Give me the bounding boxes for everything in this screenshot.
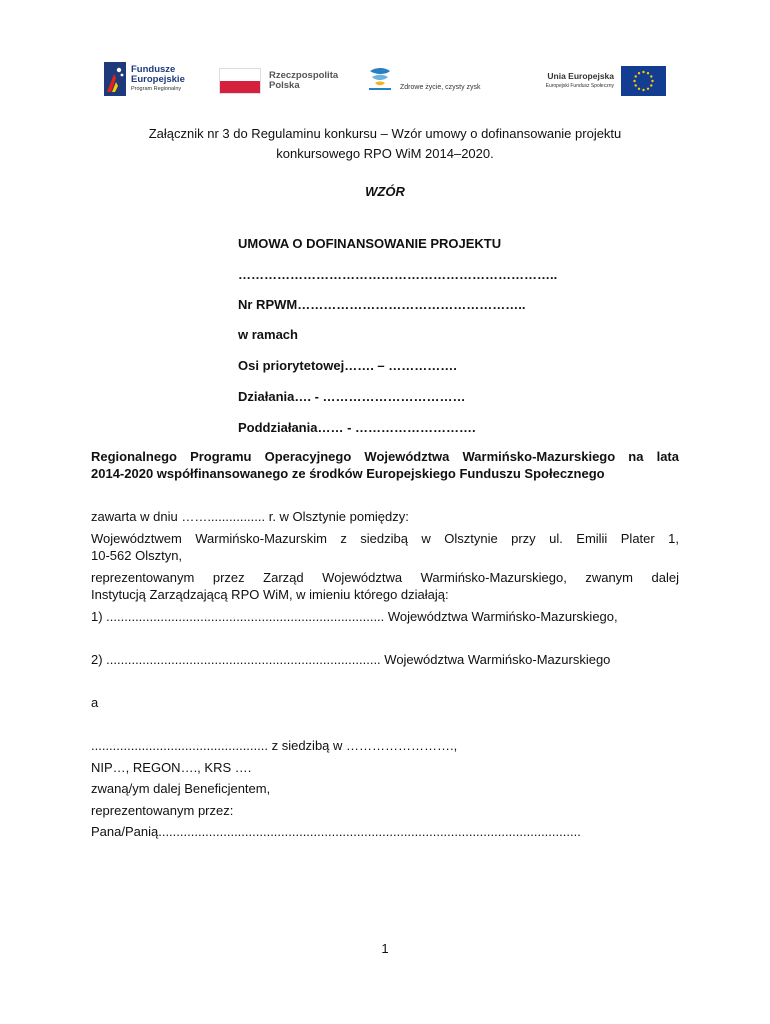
- fe-subtitle: Program Regionalny: [131, 86, 182, 92]
- program-line-1: Regionalnego Programu Operacyjnego Województwa Warmińsko-Mazurskiego na lata: [91, 449, 679, 464]
- eu-flag-icon: [621, 66, 666, 96]
- wzor-label: WZÓR: [365, 184, 405, 199]
- header-line-2: konkursowego RPO WiM 2014–2020.: [276, 146, 494, 161]
- ue-title: Unia Europejska: [547, 71, 614, 81]
- header-line-1: Załącznik nr 3 do Regulaminu konkursu – Wzór umowy o dofinansowanie projektu: [148, 126, 622, 141]
- rzeczpospolita-polska-logo: [219, 60, 349, 100]
- wojewodztwo-line-2: 10-562 Olsztyn,: [91, 548, 183, 563]
- warmia-mazury-emblem-icon: [366, 65, 394, 93]
- zawarta-line: zawarta w dniu ……................ r. w Olsztynie pomiędzy:: [91, 509, 409, 524]
- contract-dzialania: Działania…. - ……………………………: [238, 389, 466, 404]
- contract-dots: ………………………………………………………………..: [238, 267, 558, 282]
- beneficiary-nip: NIP…, REGON…., KRS ….: [91, 760, 252, 775]
- contract-w-ramach: w ramach: [238, 327, 298, 342]
- rp-title: Rzeczpospolita Polska: [269, 70, 339, 91]
- contract-title: UMOWA O DOFINANSOWANIE PROJEKTU: [238, 236, 502, 251]
- fe-title: Fundusze Europejskie: [131, 64, 185, 85]
- beneficiary-pana: Pana/Panią.....................................................................................................................: [91, 824, 581, 839]
- reprezentowanym-line-1: reprezentowanym przez Zarząd Województwa Warmińsko-Mazurskiego, zwanym dalej: [91, 570, 679, 585]
- signatory-item-1: 1) ............................................................................. Województwa Warmińsko-Mazurskiego,: [91, 609, 618, 624]
- fe-star-icon: [104, 62, 126, 96]
- beneficiary-siedziba: ................................................. z siedzibą w …………………….,: [91, 738, 458, 753]
- warmia-mazury-logo: [366, 60, 506, 100]
- contract-number: Nr RPWM……………………………………………..: [238, 297, 526, 312]
- beneficiary-zwana: zwaną/ym dalej Beneficjentem,: [91, 781, 271, 796]
- polish-flag-icon: [219, 68, 261, 94]
- conjunction-a: a: [91, 695, 99, 710]
- signatory-item-2: 2) ............................................................................ Województwa Warmińsko-Mazurskiego: [91, 652, 611, 667]
- page-number: 1: [381, 941, 389, 956]
- fundusze-europejskie-logo: [104, 60, 204, 100]
- unia-europejska-logo: [524, 60, 666, 100]
- contract-poddzialania: Poddziałania…… - ……………………….: [238, 420, 476, 435]
- wm-slogan: Zdrowe życie, czysty zysk: [400, 84, 481, 91]
- beneficiary-reprezentowanym: reprezentowanym przez:: [91, 803, 234, 818]
- ue-subtitle: Europejski Fundusz Społeczny: [545, 83, 614, 89]
- program-line-2: 2014-2020 współfinansowanego ze środków Europejskiego Funduszu Społecznego: [91, 466, 605, 481]
- contract-osi: Osi priorytetowej……. – …………….: [238, 358, 457, 373]
- logo-bar: [0, 60, 770, 100]
- reprezentowanym-line-2: Instytucją Zarządzającą RPO WiM, w imieniu którego działają:: [91, 587, 449, 602]
- wojewodztwo-line-1: Województwem Warmińsko-Mazurskim z siedzibą w Olsztynie przy ul. Emilii Plater 1,: [91, 531, 679, 546]
